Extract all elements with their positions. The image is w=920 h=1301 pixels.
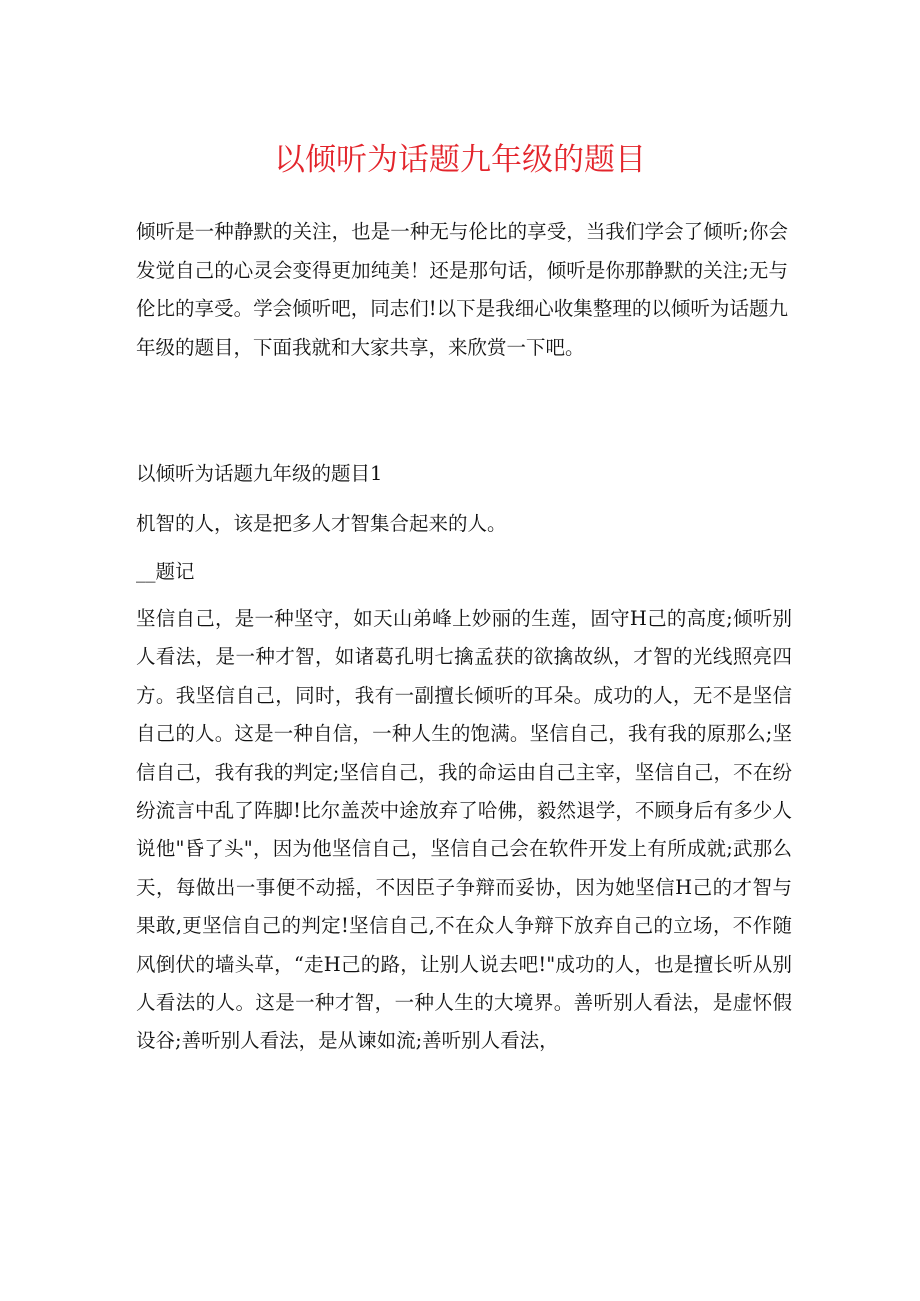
- intro-paragraph: 倾听是一种静默的关注，也是一种无与伦比的享受，当我们学会了倾听;你会发觉自己的心灵会变得更加纯美！还是那句话，倾听是你那静默的关注;无与伦比的享受。学会倾听吧，同志们!以下是我细心收集整理的以倾听为话题九年级的题目，下面我就和大家共享，来欣赏一下吧。: [136, 220, 788, 359]
- inscription-line: __题记: [136, 560, 195, 583]
- section-heading: 以倾听为话题九年级的题目1: [136, 462, 383, 485]
- body-paragraph: 坚信自己，是一种坚守，如天山弟峰上妙丽的生莲，固守H己的高度;倾听别人看法，是一种才智，如诸葛孔明七擒孟获的欲擒故纵，才智的光线照亮四方。我坚信自己，同时，我有一副擅长倾听的耳朵。成功的人，无不是坚信自己的人。这是一种自信，一种人生的饱满。坚信自己，我有我的原那么;坚信自己，我有我的判定;坚信自己，我的命运由自己主宰，坚信自己，不在纷纷流言中乱了阵脚!比尔盖茨中途放弃了哈佛，毅然退学，不顾身后有多少人说他"昏了头"，因为他坚信自己，坚信自己会在软件开发上有所成就;武那么天，每做出一事便不动摇，不因臣子争辩而妥协，因为她坚信H己的才智与果敢,更坚信自己的判定!坚信自己,不在众人争辩下放弃自己的立场，不作随风倒伏的墙头草，“走H己的路，让别人说去吧!"成功的人，也是擅长听从别人看法的人。这是一种才智，一种人生的大境界。善听别人看法，是虚怀假设谷;善听别人看法，是从谏如流;善听别人看法，: [136, 607, 792, 1053]
- document-title: 以倾听为话题九年级的题目: [274, 142, 646, 178]
- lead-sentence: 机智的人，该是把多人才智集合起来的人。: [136, 512, 507, 535]
